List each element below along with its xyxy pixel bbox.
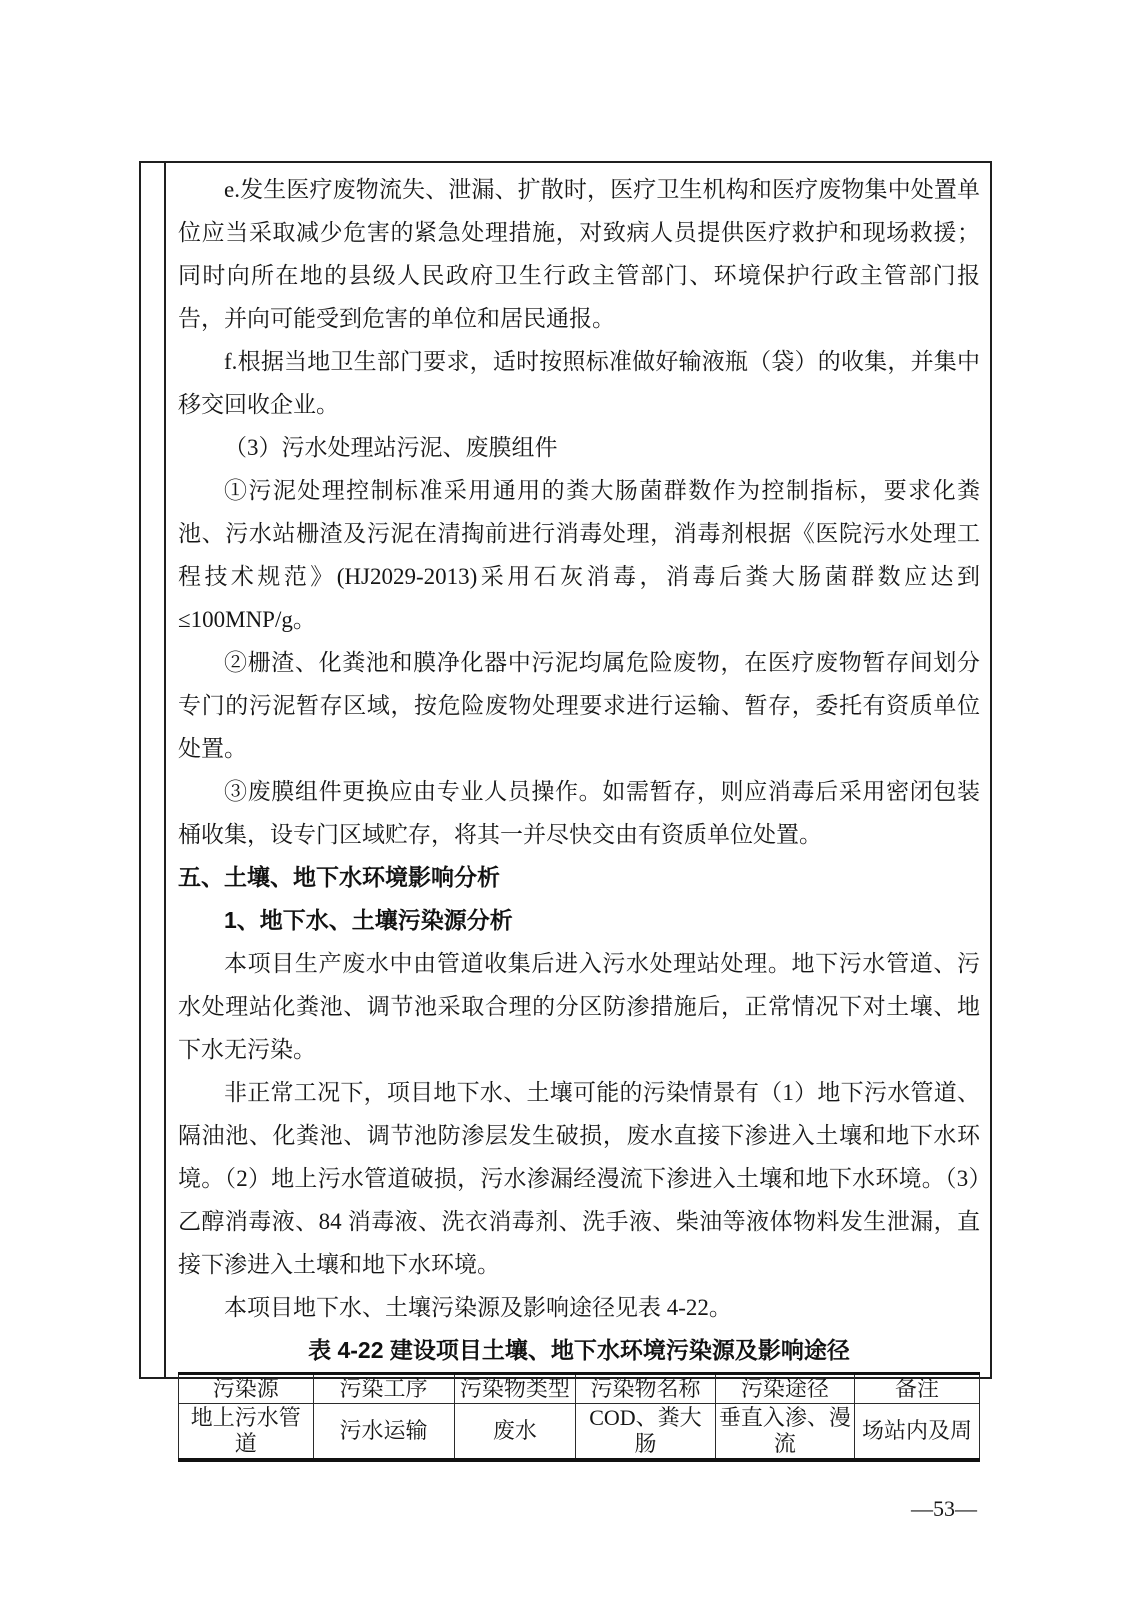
table-header-cell: 污染源 <box>179 1374 314 1404</box>
body-paragraph: f.根据当地卫生部门要求，适时按照标准做好输液瓶（袋）的收集，并集中移交回收企业。 <box>178 349 980 417</box>
table-cell: COD、粪大肠 <box>576 1404 715 1461</box>
body-paragraph: ③废膜组件更换应由专业人员操作。如需暂存，则应消毒后采用密闭包装桶收集，设专门区域贮存，将其一并尽快交由有资质单位处置。 <box>178 779 980 847</box>
table-cell: 废水 <box>454 1404 576 1461</box>
body-paragraph: （3）污水处理站污泥、废膜组件 <box>224 435 558 460</box>
table-caption: 表 4-22 建设项目土壤、地下水环境污染源及影响途径 <box>308 1337 850 1363</box>
body-paragraph: 本项目地下水、土壤污染源及影响途径见表 4-22。 <box>224 1295 732 1320</box>
section-heading: 五、土壤、地下水环境影响分析 <box>178 864 500 890</box>
document-body <box>166 163 990 1456</box>
pollution-source-table <box>178 1372 980 1462</box>
table-row <box>179 1404 980 1461</box>
left-margin-strip <box>141 163 166 1377</box>
table-header-cell: 污染物类型 <box>454 1374 576 1404</box>
body-paragraph: 本项目生产废水中由管道收集后进入污水处理站处理。地下污水管道、污水处理站化粪池、调节池采取合理的分区防渗措施后，正常情况下对土壤、地下水无污染。 <box>178 951 980 1062</box>
table-header-cell: 备注 <box>855 1374 980 1404</box>
table-cell: 垂直入渗、漫流 <box>715 1404 854 1461</box>
table-cell: 场站内及周 <box>855 1404 980 1461</box>
table-header-cell: 污染途径 <box>715 1374 854 1404</box>
table-cell: 地上污水管道 <box>179 1404 314 1461</box>
body-paragraph: 非正常工况下，项目地下水、土壤可能的污染情景有（1）地下污水管道、隔油池、化粪池、调节池防渗层发生破损，废水直接下渗进入土壤和地下水环境。（2）地上污水管道破损，污水渗漏经漫流下渗进入土壤和地下水环境。（3）乙醇消毒液、84 消毒液、洗衣消毒剂、洗手液、柴油等液体物料发生泄漏，直接下渗进入土壤和地下水环境。 <box>178 1080 980 1277</box>
table-cell: 污水运输 <box>313 1404 454 1461</box>
document-content-cell <box>139 161 992 1456</box>
table-header-cell: 污染物名称 <box>576 1374 715 1404</box>
body-paragraph: ②栅渣、化粪池和膜净化器中污泥均属危险废物，在医疗废物暂存间划分专门的污泥暂存区域，按危险废物处理要求进行运输、暂存，委托有资质单位处置。 <box>178 650 980 761</box>
table-header-cell: 污染工序 <box>313 1374 454 1404</box>
page-number: —53— <box>911 1496 977 1521</box>
table-header-row <box>179 1374 980 1404</box>
subsection-heading: 1、地下水、土壤污染源分析 <box>224 907 513 933</box>
body-paragraph: e.发生医疗废物流失、泄漏、扩散时，医疗卫生机构和医疗废物集中处置单位应当采取减少危害的紧急处理措施，对致病人员提供医疗救护和现场救援；同时向所在地的县级人民政府卫生行政主管部门、环境保护行政主管部门报告，并向可能受到危害的单位和居民通报。 <box>178 177 980 331</box>
body-paragraph: ①污泥处理控制标准采用通用的粪大肠菌群数作为控制指标，要求化粪池、污水站栅渣及污泥在清掏前进行消毒处理，消毒剂根据《医院污水处理工程技术规范》(HJ2029-2013)采用石灰消毒，消毒后粪大肠菌群数应达到≤100MNP/g。 <box>178 478 980 632</box>
